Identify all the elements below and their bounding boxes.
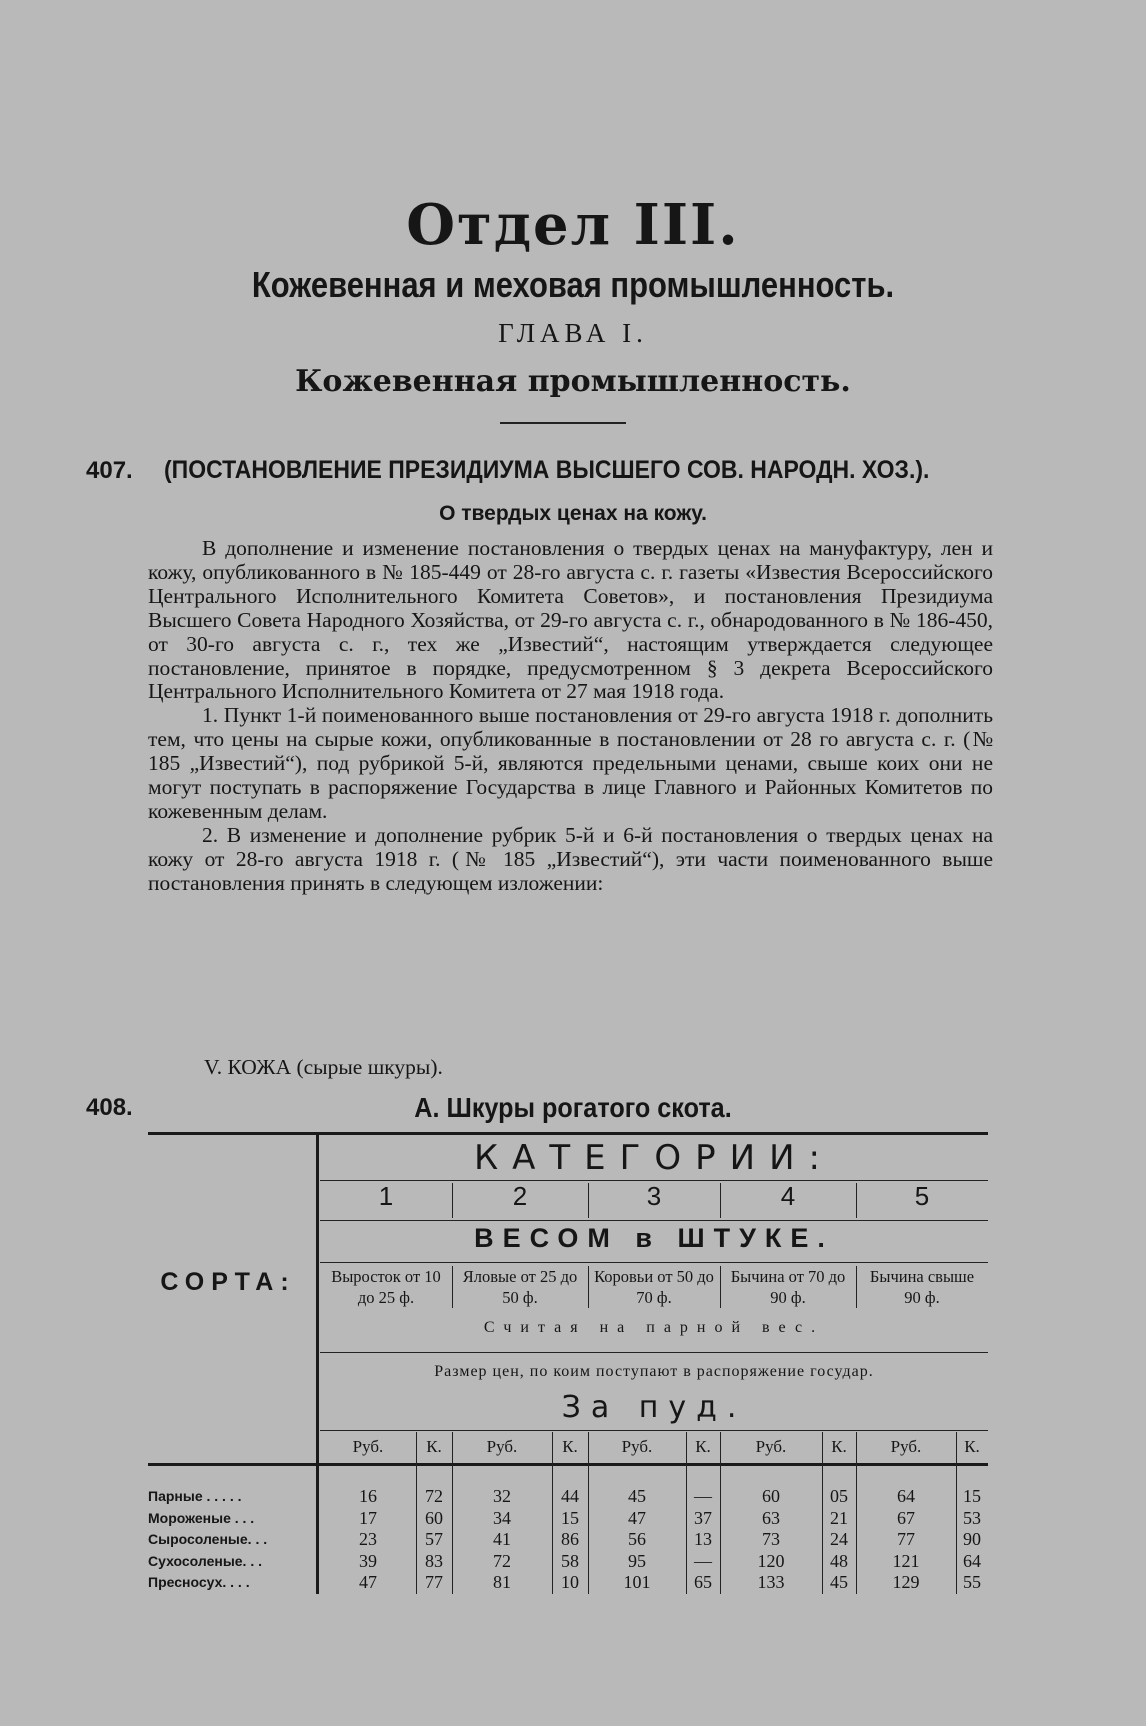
price-kop-cell: 05 [830, 1486, 848, 1506]
kop-header: К. [562, 1437, 578, 1456]
table-rule [320, 1430, 988, 1431]
table-header-rule [148, 1463, 988, 1466]
category-description: Бычина свыше 90 ф. [869, 1267, 975, 1307]
table-top-rule [148, 1132, 988, 1135]
price-rub-cell: 101 [623, 1572, 651, 1592]
table-rule [452, 1266, 453, 1308]
price-rub-cell: 95 [628, 1550, 646, 1571]
price-kop-cell: 58 [561, 1550, 579, 1571]
price-rub-cell: 34 [493, 1507, 511, 1528]
price-kop-cell: 65 [694, 1572, 712, 1592]
category-number: 3 [646, 1181, 662, 1211]
table-rule [320, 1262, 988, 1263]
price-kop-cell: 44 [561, 1486, 579, 1506]
price-kop-cell: 55 [963, 1572, 981, 1592]
price-kop-cell: 15 [963, 1486, 981, 1506]
price-kop-cell: 86 [561, 1529, 579, 1549]
category-description: Яловые от 25 до 50 ф. [462, 1267, 578, 1307]
price-kop-cell: 13 [694, 1529, 712, 1549]
price-rub-cell: 129 [892, 1572, 920, 1592]
price-rub-cell: 47 [628, 1507, 646, 1528]
price-kop-cell: 83 [425, 1550, 443, 1571]
price-kop-cell: 57 [425, 1529, 443, 1549]
price-rub-cell: 133 [757, 1572, 785, 1592]
decree-title: (ПОСТАНОВЛЕНИЕ ПРЕЗИДИУМА ВЫСШЕГО СОВ. НАРОДН. ХОЗ.). [164, 456, 930, 484]
table-rule [720, 1266, 721, 1308]
category-number: 2 [512, 1181, 528, 1211]
table-title: А. Шкуры рогатого скота. [414, 1092, 732, 1123]
body-paragraph: В дополнение и изменение постановления о твердых ценах на мануфактуру, лен и кожу, опубликованного в № 185-449 от 28-го августа с. г. газеты «Известия Всероссийского Центрального Исполнительного Комитета Советов», и постановления Президиума Высшего Совета Народного Хозяйства, от 29-го августа с. г., обнародованного в № 186-450, от 30-го августа с. г., тех же „Известий“, настоящим утверждается следующее постановление, принятое в порядке, предусмотренном § 3 декрета Всероссийского Центрального Исполнительного Комитета от 27 мая 1918 года. [148, 536, 993, 704]
price-rub-cell: 67 [897, 1507, 915, 1528]
price-rub-cell: 45 [628, 1486, 646, 1506]
price-rub-cell: 47 [359, 1572, 377, 1592]
item-number-408: 408. [86, 1094, 133, 1121]
rub-header: Руб. [352, 1437, 384, 1456]
body-paragraph: 1. Пункт 1-й поименованного выше постановления от 29-го августа 1918 г. дополнить тем, что цены на сырые кожи, опубликованные в постановлении от 28 го августа с. г. (№ 185 „Известий“), под рубрикой 5-й, являются предельными ценами, свыше коих они не могут поступать в распоряжение Государства в лице Главного и Районных Комитетов по кожевенным делам. [148, 703, 993, 823]
item-number-407: 407. [86, 457, 133, 484]
price-rub-cell: 63 [762, 1507, 780, 1528]
price-note: Размер цен, по коим поступают в распоряжение государ. [434, 1363, 874, 1380]
row-label: Сухосоленые. . . [148, 1552, 263, 1569]
price-rub-cell: 41 [493, 1529, 511, 1549]
price-kop-cell: 48 [830, 1550, 848, 1571]
price-rub-cell: 77 [897, 1529, 915, 1549]
category-number: 1 [378, 1181, 394, 1211]
price-kop-cell: 10 [561, 1572, 579, 1592]
row-label: Мороженые . . . [148, 1509, 255, 1526]
weight-header: ВЕСОМ в ШТУКЕ. [474, 1223, 834, 1253]
category-description: Бычина от 70 до 90 ф. [730, 1267, 846, 1307]
price-kop-cell: 15 [561, 1507, 579, 1528]
price-kop-cell: — [694, 1550, 712, 1571]
chapter-title: Кожевенная промышленность. [295, 364, 851, 399]
price-rub-cell: 56 [628, 1529, 646, 1549]
price-kop-cell: 21 [830, 1507, 848, 1528]
price-rub-cell: 121 [892, 1550, 920, 1571]
price-rub-cell: 81 [493, 1572, 511, 1592]
category-description: Выросток от 10 до 25 ф. [331, 1267, 441, 1307]
price-rub-cell: 17 [359, 1507, 377, 1528]
section-heading: Отдел III. [406, 192, 740, 258]
decree-subject: О твердых ценах на кожу. [439, 502, 707, 525]
sorts-header: СОРТА: [160, 1268, 296, 1296]
price-rub-cell: 60 [762, 1486, 780, 1506]
price-kop-cell: 72 [425, 1486, 443, 1506]
kop-header: К. [831, 1437, 847, 1456]
price-kop-cell: 37 [694, 1507, 712, 1528]
weight-basis-note: Считая на парной вес. [483, 1319, 825, 1336]
price-kop-cell: — [694, 1486, 712, 1506]
table-rule [320, 1220, 988, 1221]
price-kop-cell: 77 [425, 1572, 443, 1592]
price-kop-cell: 45 [830, 1572, 848, 1592]
price-kop-cell: 60 [425, 1507, 443, 1528]
price-rub-cell: 73 [762, 1529, 780, 1549]
price-rub-cell: 64 [897, 1486, 915, 1506]
rub-header: Руб. [621, 1437, 653, 1456]
section-subtitle: Кожевенная и меховая промышленность. [251, 264, 895, 305]
kop-header: К. [426, 1437, 442, 1456]
rub-header: Руб. [890, 1437, 922, 1456]
per-pud-header: За пуд. [561, 1390, 747, 1425]
price-kop-cell: 90 [963, 1529, 981, 1549]
table-rule [320, 1352, 988, 1353]
category-number: 5 [914, 1181, 930, 1211]
kop-header: К. [695, 1437, 711, 1456]
table-stub-rule [316, 1134, 319, 1594]
row-label: Пресносух. . . . [148, 1574, 250, 1590]
category-number: 4 [780, 1181, 796, 1211]
categories-header: КАТЕГОРИИ: [474, 1138, 834, 1178]
price-rub-cell: 16 [359, 1486, 377, 1506]
price-kop-cell: 24 [830, 1529, 848, 1549]
rub-header: Руб. [755, 1437, 787, 1456]
kop-header: К. [964, 1437, 980, 1456]
price-rub-cell: 120 [757, 1550, 785, 1571]
rub-header: Руб. [486, 1437, 518, 1456]
price-kop-cell: 53 [963, 1507, 981, 1528]
price-rub-cell: 32 [493, 1486, 511, 1506]
category-description: Коровьи от 50 до 70 ф. [594, 1267, 714, 1307]
body-paragraph: 2. В изменение и дополнение рубрик 5-й и 6-й постановления о твердых ценах на кожу от 28-го августа 1918 г. (№ 185 „Известий“), эти части поименованного выше постановления принять в следующем изложении: [148, 822, 993, 895]
price-rub-cell: 72 [493, 1550, 511, 1571]
table-rule [856, 1266, 857, 1308]
chapter-label: ГЛАВА I. [498, 318, 648, 348]
row-label: Сыросоленые. . . [148, 1531, 268, 1547]
kozha-subheading: V. КОЖА (сырые шкуры). [204, 1055, 443, 1079]
price-rub-cell: 39 [359, 1550, 377, 1571]
table-rule [588, 1266, 589, 1308]
row-label: Парные . . . . . [148, 1488, 242, 1504]
price-rub-cell: 23 [359, 1529, 377, 1549]
price-kop-cell: 64 [963, 1550, 981, 1571]
